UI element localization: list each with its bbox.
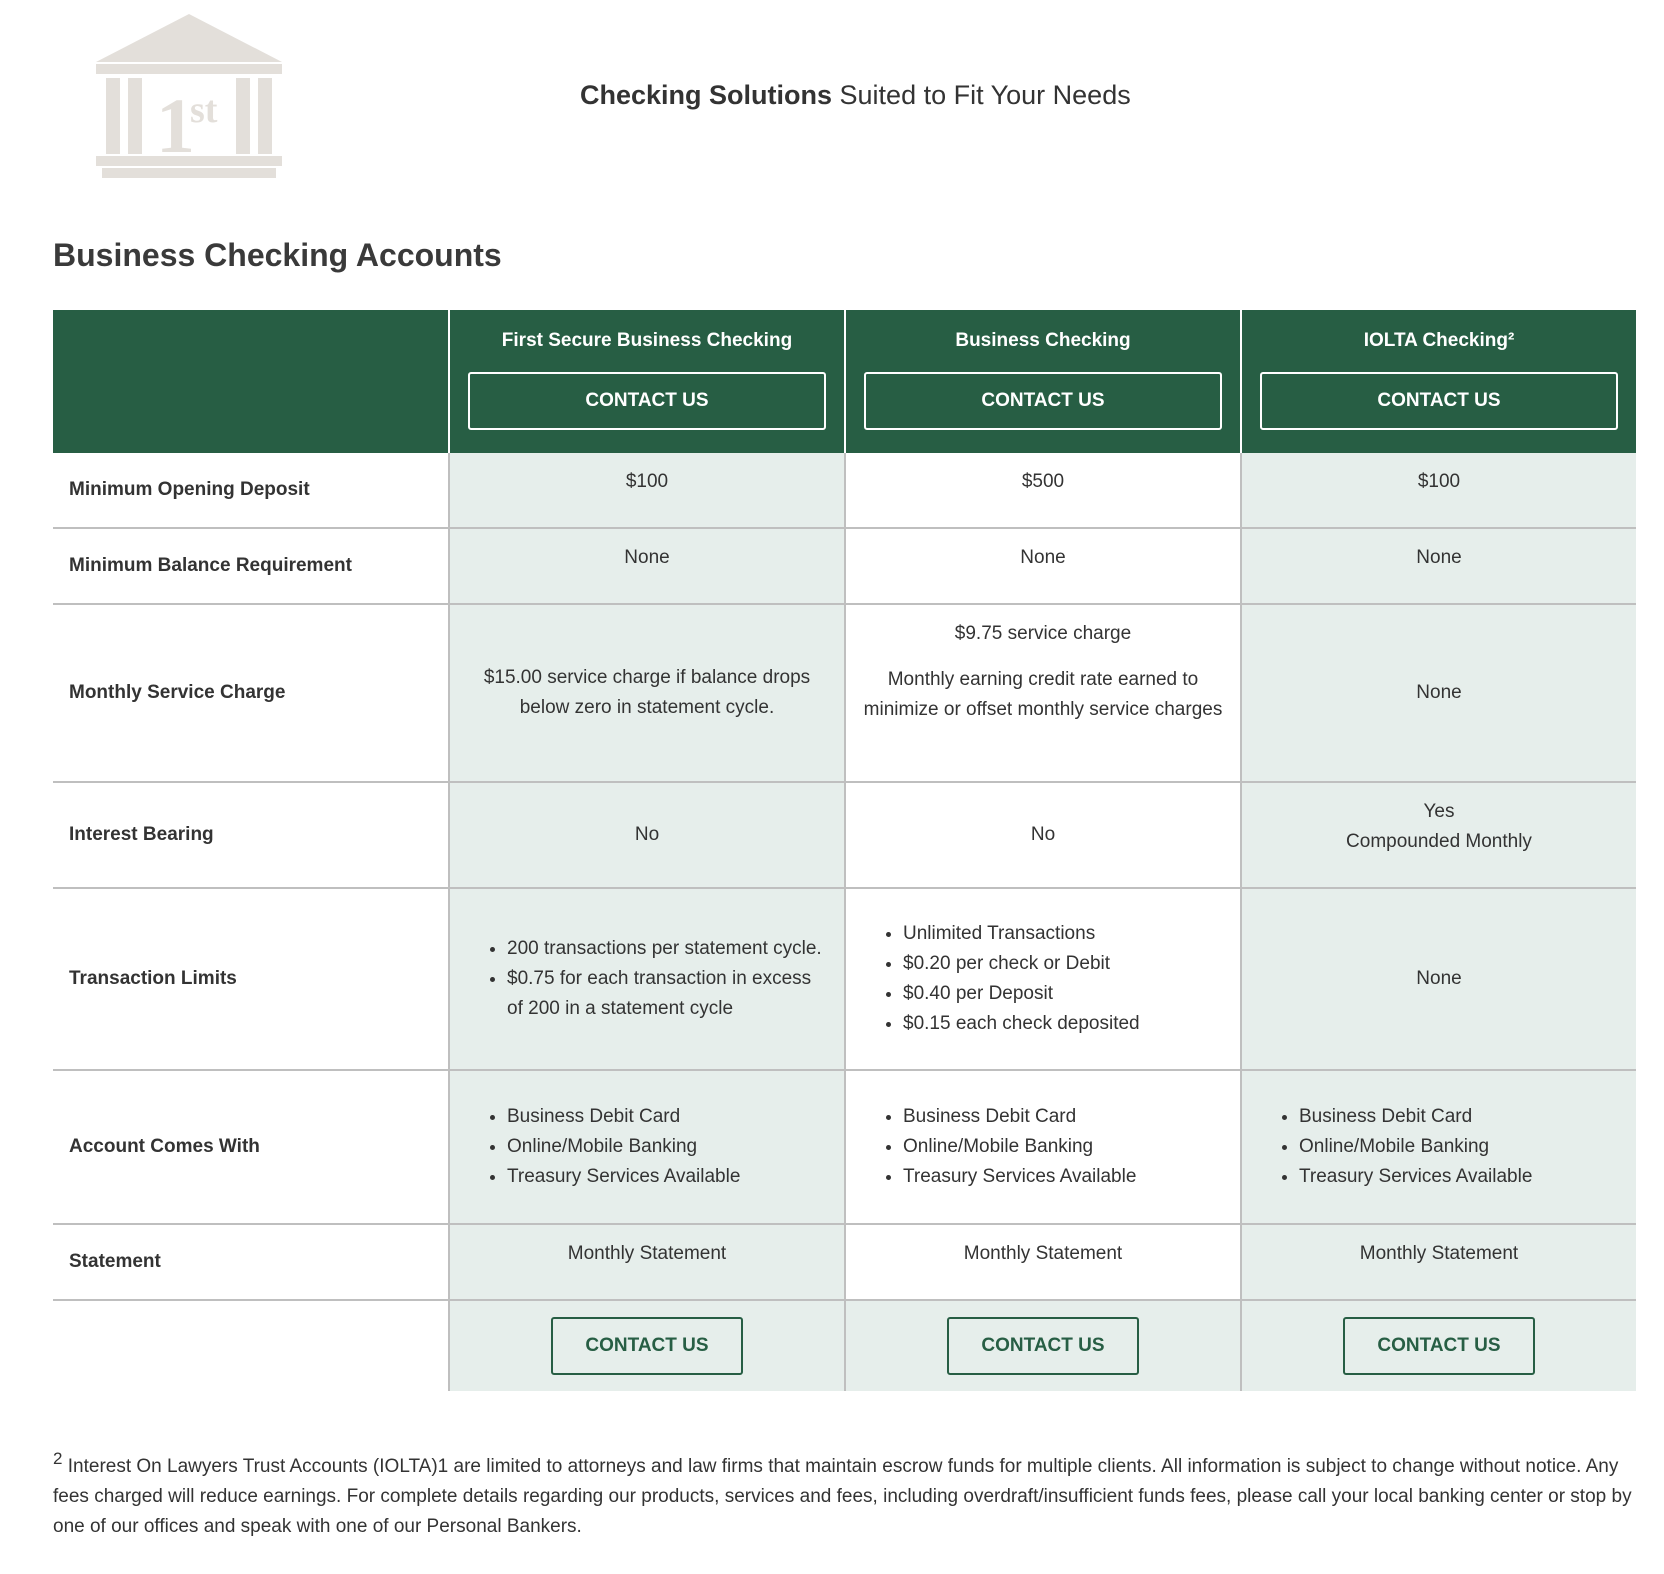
table-cell: None	[1240, 529, 1636, 605]
tagline-bold: Checking Solutions	[580, 80, 833, 110]
table-cell	[448, 1301, 844, 1391]
cell-text: None	[1416, 682, 1462, 703]
row-label-comes-with: Account Comes With	[53, 1071, 448, 1225]
row-label-min-deposit: Minimum Opening Deposit	[53, 453, 448, 529]
list-item: • $0.75 for each transaction in excess of 200 in a statement cycle	[507, 964, 828, 1024]
list-item: • Online/Mobile Banking	[1299, 1132, 1532, 1162]
table-cell	[448, 889, 844, 1071]
cell-text: Compounded Monthly	[1346, 831, 1532, 852]
table-cell: $500	[844, 453, 1240, 529]
table-cell	[448, 1071, 844, 1225]
bullet-list	[846, 919, 1156, 1039]
footnote-marker: 2	[53, 1449, 63, 1468]
section-title: Business Checking Accounts	[53, 237, 502, 273]
bullet-list	[450, 934, 844, 1024]
plan-name: First Secure Business Checking	[501, 330, 793, 351]
contact-us-button[interactable]: CONTACT US	[1343, 1317, 1535, 1375]
cell-text: No	[634, 824, 660, 845]
plan-header-first-secure	[448, 310, 844, 453]
list-item: • Business Debit Card	[903, 1102, 1136, 1132]
comparison-table	[53, 310, 1636, 1391]
table-cell	[1240, 1301, 1636, 1391]
table-cell	[448, 605, 844, 783]
bank-logo	[96, 14, 282, 178]
cell-text: Monthly earning credit rate earned to minimize or offset monthly service charges	[863, 669, 1223, 720]
contact-us-button[interactable]: CONTACT US	[864, 372, 1222, 430]
row-label-service-charge: Monthly Service Charge	[53, 605, 448, 783]
cell-text: Yes	[1423, 801, 1455, 822]
plan-name: Business Checking	[955, 330, 1131, 351]
list-item: • 200 transactions per statement cycle.	[507, 934, 828, 964]
list-item: • Business Debit Card	[507, 1102, 740, 1132]
table-cell: $100	[448, 453, 844, 529]
list-item: • Treasury Services Available	[507, 1162, 740, 1192]
bullet-list	[846, 1102, 1152, 1192]
row-label-min-balance: Minimum Balance Requirement	[53, 529, 448, 605]
table-cell: Monthly Statement	[844, 1225, 1240, 1301]
table-cell: None	[448, 529, 844, 605]
table-cell	[844, 605, 1240, 783]
table-cell: None	[844, 529, 1240, 605]
contact-us-button[interactable]: CONTACT US	[468, 372, 826, 430]
table-cell	[1240, 605, 1636, 783]
tagline-rest: Suited to Fit Your Needs	[832, 80, 1131, 110]
table-cell	[1240, 1071, 1636, 1225]
table-cell	[448, 783, 844, 889]
table-cell	[1240, 783, 1636, 889]
cell-text: $9.75 service charge	[954, 623, 1132, 644]
contact-us-button[interactable]: CONTACT US	[551, 1317, 743, 1375]
plan-header-business	[844, 310, 1240, 453]
footnote	[53, 1449, 1638, 1542]
table-header-empty	[53, 310, 448, 453]
table-cell: $100	[1240, 453, 1636, 529]
table-cell	[844, 1301, 1240, 1391]
contact-us-button[interactable]: CONTACT US	[1260, 372, 1618, 430]
table-cell	[844, 889, 1240, 1071]
table-cell	[1240, 889, 1636, 1071]
table-cell: Monthly Statement	[448, 1225, 844, 1301]
table-cell	[844, 1071, 1240, 1225]
cell-text: None	[1416, 968, 1462, 989]
bullet-list	[450, 1102, 756, 1192]
row-label-statement: Statement	[53, 1225, 448, 1301]
list-item: • Unlimited Transactions	[903, 919, 1140, 949]
svg-text:1: 1	[156, 82, 195, 169]
plan-header-iolta	[1240, 310, 1636, 453]
list-item: • $0.20 per check or Debit	[903, 949, 1140, 979]
bullet-list	[1242, 1102, 1548, 1192]
cell-text: $15.00 service charge if balance drops below zero in statement cycle.	[483, 667, 811, 718]
footer-row-empty	[53, 1301, 448, 1391]
list-item: • Treasury Services Available	[1299, 1162, 1532, 1192]
list-item: • Treasury Services Available	[903, 1162, 1136, 1192]
list-item: • $0.15 each check deposited	[903, 1009, 1140, 1039]
plan-name: IOLTA Checking²	[1363, 330, 1515, 351]
list-item: • $0.40 per Deposit	[903, 979, 1140, 1009]
cell-text: No	[1030, 824, 1056, 845]
table-cell: Monthly Statement	[1240, 1225, 1636, 1301]
row-label-transactions: Transaction Limits	[53, 889, 448, 1071]
list-item: • Online/Mobile Banking	[903, 1132, 1136, 1162]
table-cell	[844, 783, 1240, 889]
list-item: • Online/Mobile Banking	[507, 1132, 740, 1162]
page-tagline	[580, 80, 1180, 111]
contact-us-button[interactable]: CONTACT US	[947, 1317, 1139, 1375]
footnote-text: Interest On Lawyers Trust Accounts (IOLTA)1 are limited to attorneys and law firms that maintain escrow funds for multiple clients. All information is subject to change without notice. Any fees charged will reduce earnings. For complete details regarding our products, services and fees, including overdraft/insufficient funds fees, please call your local banking center or stop by one of our offices and speak with one of our Personal Bankers.	[53, 1456, 1632, 1537]
row-label-interest: Interest Bearing	[53, 783, 448, 889]
svg-text:st: st	[190, 89, 218, 131]
list-item: • Business Debit Card	[1299, 1102, 1532, 1132]
